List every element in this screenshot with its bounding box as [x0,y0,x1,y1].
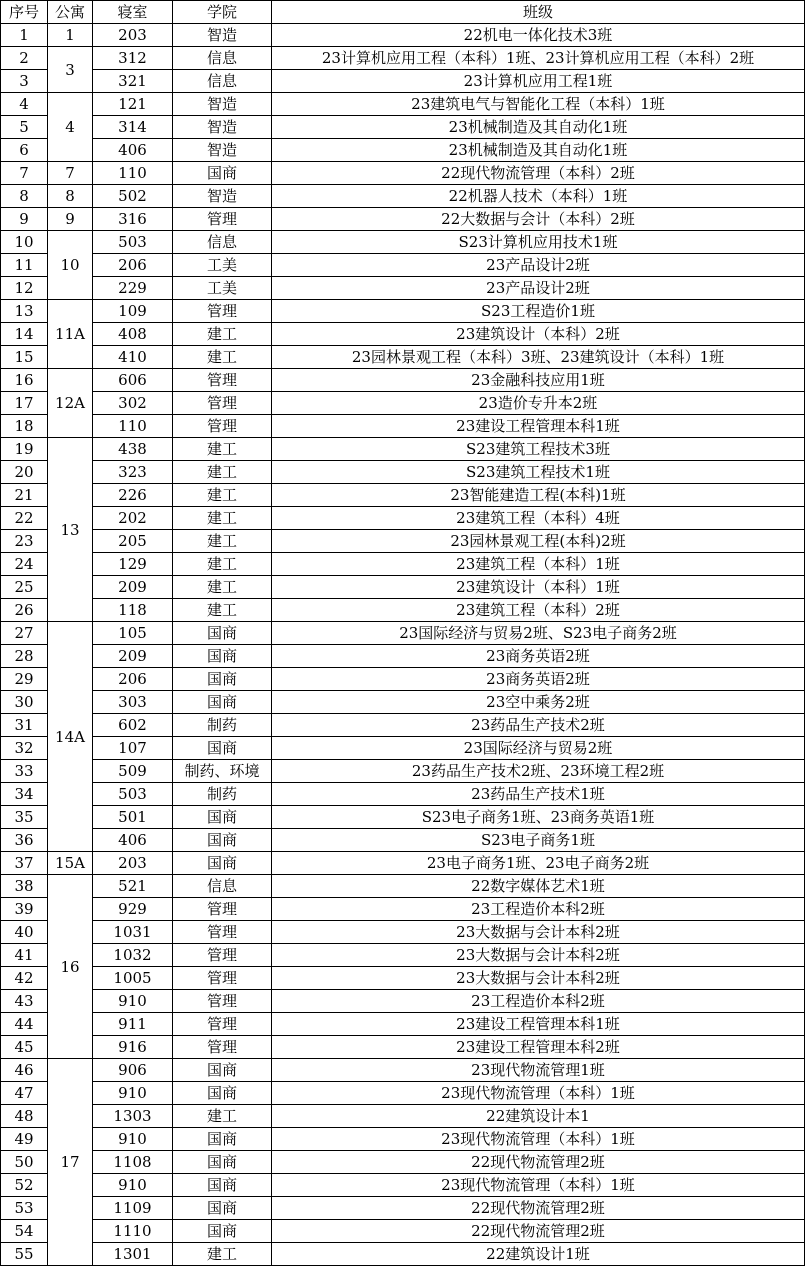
class-cell: 23建筑工程（本科）4班 [272,507,805,530]
apartment-cell: 16 [48,875,93,1059]
table-row [1,1036,805,1059]
row-number: 18 [1,415,48,438]
college-cell: 管理 [173,898,272,921]
room-cell: 502 [93,185,173,208]
table-row [1,93,805,116]
class-cell: 23产品设计2班 [272,277,805,300]
row-number: 19 [1,438,48,461]
room-cell: 910 [93,1128,173,1151]
row-number: 37 [1,852,48,875]
room-cell: 916 [93,1036,173,1059]
college-cell: 管理 [173,944,272,967]
college-cell: 国商 [173,852,272,875]
table-row [1,599,805,622]
table-row [1,369,805,392]
room-cell: 408 [93,323,173,346]
table-row [1,162,805,185]
class-cell: 23机械制造及其自动化1班 [272,139,805,162]
class-cell: 23建筑设计（本科）1班 [272,576,805,599]
college-cell: 国商 [173,829,272,852]
class-cell: S23计算机应用技术1班 [272,231,805,254]
table-row [1,139,805,162]
table-row [1,438,805,461]
college-cell: 建工 [173,1105,272,1128]
room-cell: 109 [93,300,173,323]
college-cell: 国商 [173,162,272,185]
class-cell: 23建筑工程（本科）2班 [272,599,805,622]
class-cell: 23现代物流管理（本科）1班 [272,1128,805,1151]
table-row [1,530,805,553]
college-cell: 国商 [173,668,272,691]
college-cell: 管理 [173,369,272,392]
apartment-cell: 1 [48,24,93,47]
class-cell: 23造价专升本2班 [272,392,805,415]
college-cell: 国商 [173,1220,272,1243]
class-cell: 23现代物流管理（本科）1班 [272,1082,805,1105]
college-cell: 信息 [173,231,272,254]
college-cell: 管理 [173,392,272,415]
college-cell: 制药 [173,783,272,806]
table-row [1,921,805,944]
row-number: 12 [1,277,48,300]
table-row [1,231,805,254]
table-row [1,1059,805,1082]
room-cell: 323 [93,461,173,484]
college-cell: 智造 [173,185,272,208]
row-number: 15 [1,346,48,369]
row-number: 4 [1,93,48,116]
room-cell: 303 [93,691,173,714]
college-cell: 智造 [173,116,272,139]
row-number: 23 [1,530,48,553]
table-row [1,24,805,47]
table-row [1,1243,805,1266]
row-number: 31 [1,714,48,737]
row-number: 29 [1,668,48,691]
class-cell: 22建筑设计本1 [272,1105,805,1128]
college-cell: 建工 [173,438,272,461]
college-cell: 国商 [173,806,272,829]
class-cell: 23现代物流管理（本科）1班 [272,1174,805,1197]
row-number: 43 [1,990,48,1013]
room-cell: 910 [93,990,173,1013]
class-cell: 22大数据与会计（本科）2班 [272,208,805,231]
row-number: 38 [1,875,48,898]
college-cell: 国商 [173,737,272,760]
room-cell: 314 [93,116,173,139]
college-cell: 建工 [173,507,272,530]
row-number: 35 [1,806,48,829]
class-cell: S23电子商务1班 [272,829,805,852]
room-cell: 209 [93,576,173,599]
table-row [1,944,805,967]
college-cell: 建工 [173,576,272,599]
room-cell: 606 [93,369,173,392]
apartment-cell: 17 [48,1059,93,1266]
room-cell: 105 [93,622,173,645]
apartment-cell: 10 [48,231,93,300]
row-number: 46 [1,1059,48,1082]
row-number: 3 [1,70,48,93]
row-number: 50 [1,1151,48,1174]
row-number: 25 [1,576,48,599]
row-number: 16 [1,369,48,392]
table-row [1,829,805,852]
class-cell: S23电子商务1班、23商务英语1班 [272,806,805,829]
college-cell: 管理 [173,990,272,1013]
room-cell: 521 [93,875,173,898]
table-row [1,898,805,921]
college-cell: 信息 [173,875,272,898]
table-row [1,277,805,300]
apartment-cell: 15A [48,852,93,875]
table-row [1,622,805,645]
room-cell: 910 [93,1082,173,1105]
college-cell: 建工 [173,599,272,622]
row-number: 13 [1,300,48,323]
class-cell: 23建设工程管理本科1班 [272,1013,805,1036]
room-cell: 203 [93,24,173,47]
row-number: 21 [1,484,48,507]
table-row [1,737,805,760]
row-number: 48 [1,1105,48,1128]
class-cell: 23现代物流管理1班 [272,1059,805,1082]
row-number: 8 [1,185,48,208]
room-cell: 202 [93,507,173,530]
table-row [1,783,805,806]
table-row [1,553,805,576]
college-cell: 信息 [173,47,272,70]
table-row [1,875,805,898]
room-cell: 1110 [93,1220,173,1243]
class-cell: 23大数据与会计本科2班 [272,967,805,990]
row-number: 22 [1,507,48,530]
college-cell: 信息 [173,70,272,93]
room-cell: 406 [93,829,173,852]
class-cell: 23机械制造及其自动化1班 [272,116,805,139]
room-cell: 410 [93,346,173,369]
room-cell: 503 [93,783,173,806]
college-cell: 智造 [173,139,272,162]
row-number: 1 [1,24,48,47]
room-cell: 302 [93,392,173,415]
college-cell: 管理 [173,415,272,438]
table-row [1,507,805,530]
apartment-cell: 12A [48,369,93,438]
college-cell: 国商 [173,622,272,645]
room-cell: 1109 [93,1197,173,1220]
room-cell: 503 [93,231,173,254]
class-cell: 22机器人技术（本科）1班 [272,185,805,208]
table-row [1,967,805,990]
room-cell: 501 [93,806,173,829]
table-row [1,806,805,829]
class-cell: 23药品生产技术1班 [272,783,805,806]
room-cell: 209 [93,645,173,668]
table-row [1,346,805,369]
room-cell: 205 [93,530,173,553]
college-cell: 建工 [173,1243,272,1266]
table-row [1,1082,805,1105]
table-row [1,1151,805,1174]
table-row [1,208,805,231]
table-row [1,300,805,323]
row-number: 36 [1,829,48,852]
row-number: 44 [1,1013,48,1036]
row-number: 27 [1,622,48,645]
row-number: 14 [1,323,48,346]
room-cell: 1108 [93,1151,173,1174]
class-cell: 23金融科技应用1班 [272,369,805,392]
class-cell: S23建筑工程技术1班 [272,461,805,484]
room-cell: 406 [93,139,173,162]
class-cell: 23商务英语2班 [272,645,805,668]
row-number: 5 [1,116,48,139]
apartment-cell: 11A [48,300,93,369]
room-cell: 110 [93,415,173,438]
college-cell: 建工 [173,323,272,346]
row-number: 34 [1,783,48,806]
apartment-cell: 8 [48,185,93,208]
room-cell: 229 [93,277,173,300]
class-cell: 23药品生产技术2班 [272,714,805,737]
table-row [1,760,805,783]
room-cell: 110 [93,162,173,185]
college-cell: 智造 [173,93,272,116]
class-cell: 23工程造价本科2班 [272,990,805,1013]
room-cell: 1301 [93,1243,173,1266]
college-cell: 建工 [173,484,272,507]
room-cell: 203 [93,852,173,875]
room-cell: 129 [93,553,173,576]
college-cell: 国商 [173,1059,272,1082]
table-row [1,1128,805,1151]
row-number: 9 [1,208,48,231]
college-cell: 管理 [173,300,272,323]
class-cell: 23计算机应用工程1班 [272,70,805,93]
table-header [1,1,805,24]
class-cell: 23建设工程管理本科2班 [272,1036,805,1059]
row-number: 17 [1,392,48,415]
class-cell: 22现代物流管理2班 [272,1220,805,1243]
room-cell: 1031 [93,921,173,944]
room-cell: 118 [93,599,173,622]
row-number: 6 [1,139,48,162]
room-cell: 929 [93,898,173,921]
row-number: 28 [1,645,48,668]
class-cell: 23园林景观工程(本科)2班 [272,530,805,553]
table-row [1,714,805,737]
table-row [1,1105,805,1128]
class-cell: 23国际经济与贸易2班、S23电子商务2班 [272,622,805,645]
college-cell: 国商 [173,1151,272,1174]
room-cell: 206 [93,254,173,277]
college-cell: 建工 [173,553,272,576]
class-cell: 23智能建造工程(本科)1班 [272,484,805,507]
college-cell: 制药 [173,714,272,737]
college-cell: 工美 [173,277,272,300]
room-cell: 107 [93,737,173,760]
header-college: 学院 [173,1,272,24]
college-cell: 管理 [173,967,272,990]
room-cell: 1303 [93,1105,173,1128]
table-row [1,323,805,346]
row-number: 7 [1,162,48,185]
row-number: 55 [1,1243,48,1266]
row-number: 40 [1,921,48,944]
row-number: 45 [1,1036,48,1059]
class-cell: 23国际经济与贸易2班 [272,737,805,760]
table-row [1,484,805,507]
table-row [1,392,805,415]
room-cell: 509 [93,760,173,783]
room-cell: 1032 [93,944,173,967]
college-cell: 建工 [173,530,272,553]
class-cell: 22现代物流管理2班 [272,1197,805,1220]
row-number: 42 [1,967,48,990]
college-cell: 国商 [173,645,272,668]
room-cell: 906 [93,1059,173,1082]
class-cell: 23药品生产技术2班、23环境工程2班 [272,760,805,783]
row-number: 24 [1,553,48,576]
class-cell: 23大数据与会计本科2班 [272,921,805,944]
apartment-cell: 14A [48,622,93,852]
class-cell: 23空中乘务2班 [272,691,805,714]
class-cell: 22现代物流管理（本科）2班 [272,162,805,185]
room-cell: 121 [93,93,173,116]
college-cell: 国商 [173,1128,272,1151]
table-row [1,185,805,208]
college-cell: 管理 [173,1013,272,1036]
class-cell: 23商务英语2班 [272,668,805,691]
apartment-cell: 7 [48,162,93,185]
row-number: 33 [1,760,48,783]
college-cell: 国商 [173,1082,272,1105]
class-cell: S23工程造价1班 [272,300,805,323]
class-cell: S23建筑工程技术3班 [272,438,805,461]
college-cell: 管理 [173,1036,272,1059]
row-number: 32 [1,737,48,760]
row-number: 54 [1,1220,48,1243]
class-cell: 23产品设计2班 [272,254,805,277]
table-row [1,70,805,93]
college-cell: 智造 [173,24,272,47]
college-cell: 国商 [173,691,272,714]
table-row [1,254,805,277]
apartment-cell: 13 [48,438,93,622]
table-row [1,576,805,599]
row-number: 10 [1,231,48,254]
class-cell: 23建设工程管理本科1班 [272,415,805,438]
row-number: 39 [1,898,48,921]
class-cell: 23建筑电气与智能化工程（本科）1班 [272,93,805,116]
room-cell: 226 [93,484,173,507]
class-cell: 22建筑设计1班 [272,1243,805,1266]
room-cell: 316 [93,208,173,231]
class-cell: 23建筑设计（本科）2班 [272,323,805,346]
college-cell: 国商 [173,1197,272,1220]
table-row [1,645,805,668]
table-row [1,415,805,438]
class-cell: 23大数据与会计本科2班 [272,944,805,967]
class-cell: 23计算机应用工程（本科）1班、23计算机应用工程（本科）2班 [272,47,805,70]
class-cell: 23建筑工程（本科）1班 [272,553,805,576]
college-cell: 制药、环境 [173,760,272,783]
class-cell: 22机电一体化技术3班 [272,24,805,47]
class-cell: 22现代物流管理2班 [272,1151,805,1174]
class-cell: 23工程造价本科2班 [272,898,805,921]
class-cell: 23园林景观工程（本科）3班、23建筑设计（本科）1班 [272,346,805,369]
row-number: 20 [1,461,48,484]
row-number: 53 [1,1197,48,1220]
table-row [1,1174,805,1197]
table-row [1,691,805,714]
row-number: 2 [1,47,48,70]
room-cell: 602 [93,714,173,737]
college-cell: 工美 [173,254,272,277]
table-row [1,852,805,875]
apartment-cell: 9 [48,208,93,231]
row-number: 30 [1,691,48,714]
header-number: 序号 [1,1,48,24]
room-cell: 910 [93,1174,173,1197]
table-row [1,1220,805,1243]
header-apartment: 公寓 [48,1,93,24]
header-class: 班级 [272,1,805,24]
room-cell: 312 [93,47,173,70]
class-cell: 23电子商务1班、23电子商务2班 [272,852,805,875]
row-number: 41 [1,944,48,967]
table-row [1,47,805,70]
apartment-cell: 4 [48,93,93,162]
college-cell: 建工 [173,346,272,369]
row-number: 26 [1,599,48,622]
table-row [1,461,805,484]
row-number: 47 [1,1082,48,1105]
header-row [1,1,805,24]
table-row [1,1197,805,1220]
class-cell: 22数字媒体艺术1班 [272,875,805,898]
college-cell: 建工 [173,461,272,484]
room-cell: 206 [93,668,173,691]
row-number: 49 [1,1128,48,1151]
college-cell: 国商 [173,1174,272,1197]
header-room: 寝室 [93,1,173,24]
row-number: 11 [1,254,48,277]
table-row [1,668,805,691]
table-body [1,24,805,1266]
room-cell: 321 [93,70,173,93]
table-row [1,990,805,1013]
table-row [1,1013,805,1036]
table-row [1,116,805,139]
college-cell: 管理 [173,208,272,231]
room-cell: 1005 [93,967,173,990]
college-cell: 管理 [173,921,272,944]
room-cell: 911 [93,1013,173,1036]
row-number: 52 [1,1174,48,1197]
apartment-cell: 3 [48,47,93,93]
room-cell: 438 [93,438,173,461]
